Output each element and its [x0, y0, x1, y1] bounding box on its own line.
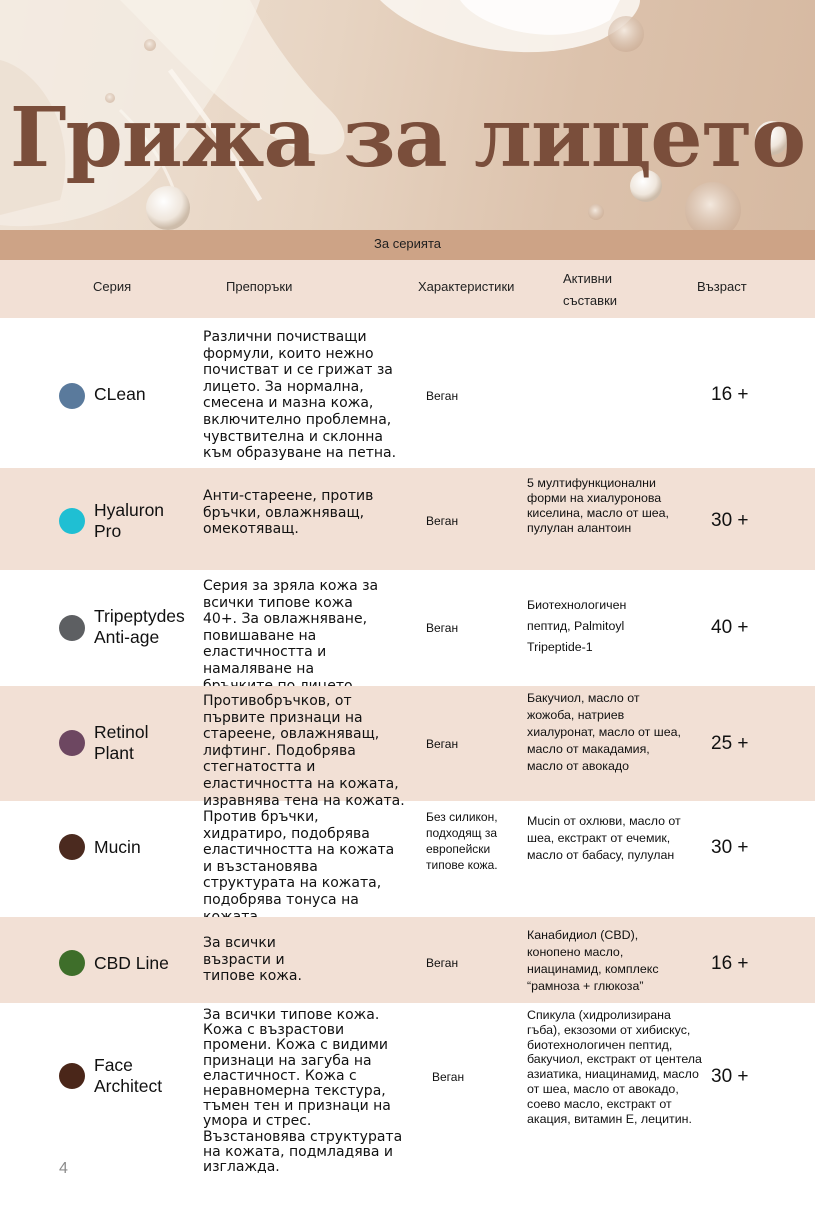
recommendation-text: Серия за зряла кожа за всички типове кожа 40+. За овлажняване, повишаване на еластичността и намаляване на — [203, 578, 379, 677]
characteristic-text: Без силикон, подходящ за европейски типове кожа. — [426, 810, 498, 872]
characteristic-text: Веган — [426, 514, 459, 528]
active-ingredients-text: Mucin от охлюви, масло от шеа, екстракт от ечемик, масло от бабасу, пулулан — [527, 814, 681, 862]
age-value: 25 + — [711, 733, 749, 754]
series-color-dot — [59, 730, 85, 756]
column-header-active-line1: Активни — [563, 271, 613, 286]
series-color-dot — [59, 615, 85, 641]
age-value: 30 + — [711, 837, 749, 858]
series-color-dot — [59, 950, 85, 976]
series-name: Face Architect — [94, 1055, 163, 1096]
active-ingredients-text: Бакучиол, масло от жожоба, натриев хиалуронат, масло от шеа, масло от макадамия, масло от авокадо — [527, 691, 681, 773]
active-ingredients-text: 5 мултифункционални форми на хиалуронова киселина, масло от шеа, пулулан алантоин — [527, 476, 669, 535]
hero-banner — [0, 0, 815, 230]
recommendation-text: Противобръчков, от първите признаци на стареене, овлажняващ, лифтинг. Подобрява стегнатостта и еластичността на кожата, изравнява тена на кожата. — [203, 693, 405, 809]
recommendation-text: За всички възрасти и типове кожа. — [203, 935, 302, 985]
table-row — [0, 686, 815, 809]
active-ingredients-text: Канабидиол (CBD), конопено масло, ниацинамид, комплекс “рамноза + глюкоза” — [527, 928, 659, 993]
column-header-characteristics: Характеристики — [418, 279, 515, 294]
table-header — [0, 260, 815, 318]
characteristic-text: Веган — [426, 621, 459, 635]
age-value: 16 + — [711, 384, 749, 405]
series-name: Retinol Plant — [94, 722, 149, 763]
age-value: 40 + — [711, 617, 749, 638]
age-value: 30 + — [711, 510, 749, 531]
series-name: CLean — [94, 384, 146, 404]
active-ingredients-text: Спикула (хидролизирана гъба), екзозоми от хибискус, биотехнологичен пептид, бакучиол, екстракт от центела азиатика, ниацинамид, масло от шеа, масло от авокадо, соево масло, екстракт от акация, витамин Е, лецитин. — [527, 1008, 702, 1126]
column-header-active-ingredients — [563, 268, 643, 312]
characteristic-text: Веган — [426, 956, 459, 970]
characteristic-text: Веган — [432, 1070, 465, 1084]
section-heading: За серията — [0, 230, 815, 260]
recommendation-text: Анти-стареене, против бръчки, овлажняващ, омекотяващ. — [203, 488, 374, 538]
age-value: 30 + — [711, 1066, 749, 1087]
table-row — [0, 1003, 815, 1181]
series-name: Hyaluron Pro — [94, 500, 165, 541]
characteristic-text: Веган — [426, 737, 459, 751]
series-name: Tripeptydes Anti-age — [94, 606, 185, 647]
series-name: CBD Line — [94, 953, 169, 973]
column-header-active-line2: съставки — [563, 293, 618, 308]
series-color-dot — [59, 508, 85, 534]
table-row — [0, 468, 815, 570]
table-row — [0, 801, 815, 917]
age-value: 16 + — [711, 953, 749, 974]
recommendation-text: Различни почистващи формули, които нежно почистват и се грижат за лицето. За нормална, смесена и мазна кожа, включително проблемна, чувствителна и склонна към образуване на петна. — [203, 329, 397, 462]
series-color-dot — [59, 383, 85, 409]
column-header-age: Възраст — [697, 279, 747, 294]
column-header-series: Серия — [93, 279, 132, 294]
recommendation-text: Против бръчки, хидратиро, подобрява еластичността на кожата и възстановява структурата на кожата, подобрява тонуса на — [203, 809, 395, 908]
characteristic-text: Веган — [426, 389, 459, 403]
table-row — [0, 318, 815, 468]
page-number: 4 — [59, 1160, 68, 1177]
column-header-recommendations: Препоръки — [226, 279, 293, 294]
table-row — [0, 917, 815, 1003]
recommendation-text: За всички типове кожа. Кожа с възрастови промени. Кожа с видими признаци на загуба на еластичност. Кожа с неравномерна текстура, тъмен тен и признаци на умора и стрес. Възстановява структурата на кожата, подмладява и изглажда. — [203, 1007, 403, 1176]
active-ingredients-text: Биотехнологичен пептид, Palmitoyl Tripeptide-1 — [527, 598, 627, 654]
series-name: Mucin — [94, 837, 141, 857]
table-row — [0, 570, 815, 686]
page-title: Грижа за лицето — [9, 90, 806, 186]
series-color-dot — [59, 834, 85, 860]
series-color-dot — [59, 1063, 85, 1089]
